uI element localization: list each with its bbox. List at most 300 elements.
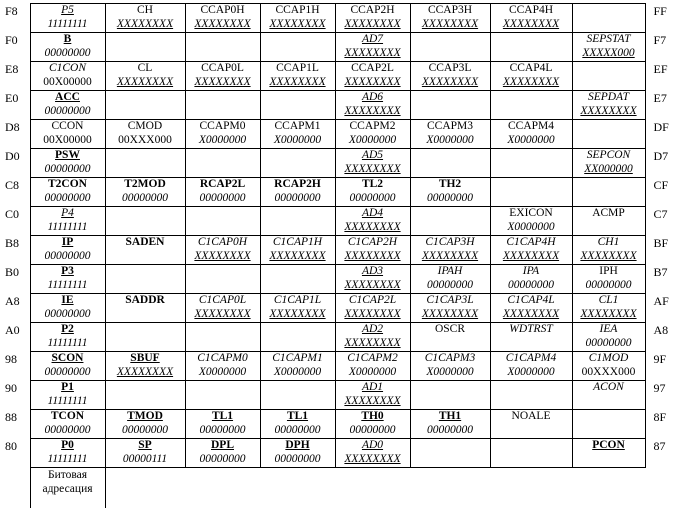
register-name: TCON: [31, 410, 105, 424]
register-reset-value: XXXXXXXX: [411, 250, 490, 264]
register-reset-value: XXXXXXXX: [336, 105, 410, 119]
register-reset-value: XXXXXXXX: [336, 18, 410, 32]
register-reset-value: 00XXX000: [573, 366, 645, 380]
register-name: SP: [106, 439, 185, 453]
sfr-cell-ccap4h: [490, 4, 572, 33]
row-address-right: CF: [645, 178, 680, 207]
sfr-map-page: [0, 3, 680, 504]
sfr-cell-noale: [490, 410, 572, 439]
row-address-left: E0: [0, 91, 30, 120]
register-reset-value: XXXXXXXX: [106, 366, 185, 380]
sfr-cell-ccapm1: [260, 120, 335, 149]
sfr-cell-dph: [260, 439, 335, 468]
sfr-cell-c1cap4h: [490, 236, 572, 265]
sfr-cell-empty: [490, 91, 572, 120]
register-name: TMOD: [106, 410, 185, 424]
register-name: C1CAP0L: [186, 294, 260, 308]
register-reset-value: 00X00000: [31, 134, 105, 148]
register-reset-value: XXXXXXXX: [336, 163, 410, 177]
sfr-cell-p5: [30, 4, 105, 33]
sfr-cell-acc: [30, 91, 105, 120]
sfr-cell-tcon: [30, 410, 105, 439]
sfr-cell-ch1: [572, 236, 645, 265]
sfr-cell-empty: [490, 439, 572, 468]
register-name: SADDR: [106, 294, 185, 308]
register-name: AD7: [336, 33, 410, 47]
register-name: TH0: [336, 410, 410, 424]
register-name: CCAP4L: [491, 62, 572, 76]
register-name: CCAP1L: [261, 62, 335, 76]
register-name: SEPDAT: [573, 91, 645, 105]
sfr-cell-p3: [30, 265, 105, 294]
sfr-cell-ipah: [410, 265, 490, 294]
sfr-cell-empty: [185, 91, 260, 120]
sfr-cell-ccap3l: [410, 62, 490, 91]
bit-addressing-note-line2: адресация: [31, 482, 105, 496]
sfr-cell-c1cap2h: [335, 236, 410, 265]
register-name: IE: [31, 294, 105, 308]
register-reset-value: X0000000: [411, 134, 490, 148]
row-address-left: C8: [0, 178, 30, 207]
sfr-cell-empty: [410, 149, 490, 178]
sfr-cell-c1cap1l: [260, 294, 335, 323]
register-reset-value: 11111111: [31, 395, 105, 409]
sfr-cell-ad5: [335, 149, 410, 178]
register-name: CCAP4H: [491, 4, 572, 18]
register-name: SEPSTAT: [573, 33, 645, 47]
sfr-cell-scon: [30, 352, 105, 381]
register-name: C1CAPM3: [411, 352, 490, 366]
register-name: RCAP2L: [186, 178, 260, 192]
sfr-cell-wdtrst: [490, 323, 572, 352]
row-address-left: C0: [0, 207, 30, 236]
sfr-cell-p2: [30, 323, 105, 352]
sfr-row: [0, 265, 680, 294]
sfr-cell-empty: [185, 381, 260, 410]
register-reset-value: XXXXXXXX: [336, 76, 410, 90]
sfr-row: [0, 439, 680, 468]
register-name: AD4: [336, 207, 410, 221]
sfr-cell-sepdat: [572, 91, 645, 120]
register-reset-value: 00000000: [261, 192, 335, 206]
register-name: C1CAP0H: [186, 236, 260, 250]
register-name: WDTRST: [491, 323, 572, 337]
sfr-row: [0, 381, 680, 410]
sfr-cell-tl2: [335, 178, 410, 207]
sfr-cell-pcon: [572, 439, 645, 468]
register-name: AD5: [336, 149, 410, 163]
register-reset-value: 00000000: [411, 424, 490, 438]
register-name: CCAP0H: [186, 4, 260, 18]
register-name: DPL: [186, 439, 260, 453]
register-name: TH1: [411, 410, 490, 424]
sfr-cell-c1cap3l: [410, 294, 490, 323]
register-reset-value: 00000000: [106, 192, 185, 206]
sfr-cell-c1capm1: [260, 352, 335, 381]
row-address-right: EF: [645, 62, 680, 91]
register-name: C1CAP1L: [261, 294, 335, 308]
sfr-cell-ch: [105, 4, 185, 33]
sfr-cell-empty: [260, 381, 335, 410]
row-address-right: FF: [645, 4, 680, 33]
sfr-cell-ad3: [335, 265, 410, 294]
sfr-cell-c1cap0h: [185, 236, 260, 265]
sfr-cell-c1capm4: [490, 352, 572, 381]
register-name: AD3: [336, 265, 410, 279]
register-reset-value: 11111111: [31, 18, 105, 32]
register-name: C1CON: [31, 62, 105, 76]
register-reset-value: 00000000: [411, 192, 490, 206]
sfr-cell-saden: [105, 236, 185, 265]
register-reset-value: 00000000: [336, 192, 410, 206]
register-name: P4: [31, 207, 105, 221]
sfr-cell-b: [30, 33, 105, 62]
register-name: IEA: [573, 323, 645, 337]
sfr-cell-th0: [335, 410, 410, 439]
register-name: CCAPM4: [491, 120, 572, 134]
register-reset-value: XXXXXXXX: [261, 308, 335, 322]
sfr-row: [0, 352, 680, 381]
sfr-cell-ccon: [30, 120, 105, 149]
row-address-left: A0: [0, 323, 30, 352]
register-name: C1MOD: [573, 352, 645, 366]
register-reset-value: X0000000: [491, 134, 572, 148]
register-reset-value: 11111111: [31, 221, 105, 235]
register-reset-value: X0000000: [261, 366, 335, 380]
register-reset-value: XXXXXXXX: [491, 76, 572, 90]
sfr-cell-ccap1l: [260, 62, 335, 91]
register-name: ACC: [31, 91, 105, 105]
bit-addressing-note-line1: Битовая: [31, 468, 105, 482]
sfr-cell-empty: [105, 149, 185, 178]
sfr-cell-ccap4l: [490, 62, 572, 91]
sfr-cell-empty: [105, 91, 185, 120]
register-reset-value: XXXXXXXX: [106, 76, 185, 90]
sfr-cell-empty: [572, 410, 645, 439]
register-reset-value: 00000000: [261, 453, 335, 467]
register-reset-value: XX000000: [573, 163, 645, 177]
register-name: AD6: [336, 91, 410, 105]
sfr-cell-ccap0h: [185, 4, 260, 33]
register-reset-value: 11111111: [31, 453, 105, 467]
sfr-cell-tl1: [185, 410, 260, 439]
register-reset-value: XXXXXXXX: [186, 76, 260, 90]
sfr-row: [0, 33, 680, 62]
sfr-cell-cl1: [572, 294, 645, 323]
register-name: C1CAP3L: [411, 294, 490, 308]
register-name: IPA: [491, 265, 572, 279]
register-name: ACMP: [573, 207, 645, 221]
register-reset-value: X0000000: [491, 366, 572, 380]
sfr-cell-c1cap2l: [335, 294, 410, 323]
register-reset-value: 11111111: [31, 279, 105, 293]
row-address-left: 88: [0, 410, 30, 439]
sfr-cell-p0: [30, 439, 105, 468]
row-address-left: D0: [0, 149, 30, 178]
register-name: C1CAP4H: [491, 236, 572, 250]
row-address-right: 8F: [645, 410, 680, 439]
row-address-right: A8: [645, 323, 680, 352]
sfr-cell-sbuf: [105, 352, 185, 381]
sfr-cell-ccap2h: [335, 4, 410, 33]
register-name: P1: [31, 381, 105, 395]
sfr-cell-empty: [572, 120, 645, 149]
register-reset-value: 00000000: [186, 453, 260, 467]
sfr-cell-c1mod: [572, 352, 645, 381]
sfr-cell-ccap1h: [260, 4, 335, 33]
register-name: CCAP3H: [411, 4, 490, 18]
sfr-cell-empty: [260, 91, 335, 120]
register-reset-value: X0000000: [411, 366, 490, 380]
register-reset-value: 00X00000: [31, 76, 105, 90]
sfr-cell-ccap2l: [335, 62, 410, 91]
sfr-cell-ccapm0: [185, 120, 260, 149]
register-name: AD0: [336, 439, 410, 453]
sfr-cell-empty: [185, 323, 260, 352]
row-address-right: 9F: [645, 352, 680, 381]
sfr-cell-ccapm3: [410, 120, 490, 149]
sfr-cell-ccapm2: [335, 120, 410, 149]
sfr-cell-p1: [30, 381, 105, 410]
row-address-right: 97: [645, 381, 680, 410]
register-name: PSW: [31, 149, 105, 163]
sfr-cell-cmod: [105, 120, 185, 149]
register-reset-value: XXXXXXXX: [573, 308, 645, 322]
register-name: C1CAPM4: [491, 352, 572, 366]
register-reset-value: XXXXXXXX: [261, 250, 335, 264]
register-name: CL: [106, 62, 185, 76]
register-name: ACON: [573, 381, 645, 395]
register-reset-value: 00000000: [186, 424, 260, 438]
sfr-cell-empty: [185, 149, 260, 178]
register-reset-value: 00000000: [31, 366, 105, 380]
register-name: T2CON: [31, 178, 105, 192]
register-name: C1CAP4L: [491, 294, 572, 308]
register-reset-value: 00000000: [106, 424, 185, 438]
sfr-cell-ccapm4: [490, 120, 572, 149]
register-reset-value: 00XXX000: [106, 134, 185, 148]
sfr-cell-c1capm0: [185, 352, 260, 381]
register-name: CCAPM3: [411, 120, 490, 134]
row-address-right: F7: [645, 33, 680, 62]
row-address-right: E7: [645, 91, 680, 120]
sfr-cell-ad0: [335, 439, 410, 468]
register-reset-value: 00000000: [573, 279, 645, 293]
register-name: CH1: [573, 236, 645, 250]
register-name: P5: [31, 4, 105, 18]
row-address-left: F8: [0, 4, 30, 33]
register-reset-value: 00000000: [31, 250, 105, 264]
sfr-row: [0, 410, 680, 439]
sfr-cell-ccap3h: [410, 4, 490, 33]
sfr-cell-rcap2h: [260, 178, 335, 207]
sfr-cell-empty: [185, 265, 260, 294]
register-name: CCAPM1: [261, 120, 335, 134]
sfr-cell-empty: [572, 62, 645, 91]
register-name: AD1: [336, 381, 410, 395]
row-address-left: F0: [0, 33, 30, 62]
sfr-cell-empty: [410, 207, 490, 236]
register-name: C1CAPM2: [336, 352, 410, 366]
sfr-cell-empty: [572, 178, 645, 207]
register-reset-value: XXXXXXXX: [336, 47, 410, 61]
register-reset-value: 11111111: [31, 337, 105, 351]
register-reset-value: 00000000: [336, 424, 410, 438]
register-reset-value: X0000000: [491, 221, 572, 235]
sfr-cell-ad1: [335, 381, 410, 410]
sfr-cell-empty: [410, 33, 490, 62]
register-reset-value: X0000000: [336, 366, 410, 380]
register-name: SADEN: [106, 236, 185, 250]
row-address-left: 90: [0, 381, 30, 410]
register-reset-value: X0000000: [336, 134, 410, 148]
sfr-cell-dpl: [185, 439, 260, 468]
sfr-cell-oscr: [410, 323, 490, 352]
register-reset-value: X0000000: [261, 134, 335, 148]
sfr-cell-th2: [410, 178, 490, 207]
sfr-cell-tmod: [105, 410, 185, 439]
register-reset-value: XXXXXXXX: [491, 308, 572, 322]
register-reset-value: XXXXXXXX: [261, 76, 335, 90]
register-name: CCAP0L: [186, 62, 260, 76]
sfr-cell-c1cap3h: [410, 236, 490, 265]
register-reset-value: 00000000: [31, 424, 105, 438]
register-reset-value: XXXXXXXX: [336, 395, 410, 409]
register-name: C1CAP2H: [336, 236, 410, 250]
register-name: RCAP2H: [261, 178, 335, 192]
register-name: SBUF: [106, 352, 185, 366]
register-reset-value: XXXXXXXX: [491, 250, 572, 264]
register-name: NOALE: [491, 410, 572, 424]
sfr-cell-ccap0l: [185, 62, 260, 91]
register-name: CCAPM0: [186, 120, 260, 134]
register-reset-value: XXXXXXXX: [261, 18, 335, 32]
row-address-right: BF: [645, 236, 680, 265]
register-reset-value: 00000000: [411, 279, 490, 293]
sfr-cell-empty: [105, 207, 185, 236]
sfr-cell-ipa: [490, 265, 572, 294]
sfr-row: [0, 207, 680, 236]
row-address-right: 87: [645, 439, 680, 468]
register-reset-value: 00000000: [31, 308, 105, 322]
sfr-row: [0, 91, 680, 120]
sfr-cell-c1cap4l: [490, 294, 572, 323]
sfr-cell-sepcon: [572, 149, 645, 178]
register-name: P3: [31, 265, 105, 279]
register-name: TH2: [411, 178, 490, 192]
register-reset-value: XXXXXXXX: [336, 453, 410, 467]
register-name: TL2: [336, 178, 410, 192]
register-name: PCON: [573, 439, 645, 453]
sfr-cell-sepstat: [572, 33, 645, 62]
sfr-row: [0, 120, 680, 149]
register-reset-value: XXXXXXXX: [106, 18, 185, 32]
sfr-cell-t2mod: [105, 178, 185, 207]
sfr-cell-empty: [105, 381, 185, 410]
register-reset-value: XXXXXXXX: [186, 308, 260, 322]
spacer: [105, 468, 680, 508]
sfr-cell-ad6: [335, 91, 410, 120]
register-name: T2MOD: [106, 178, 185, 192]
sfr-cell-th1: [410, 410, 490, 439]
register-reset-value: XXXXXXXX: [186, 250, 260, 264]
register-name: IP: [31, 236, 105, 250]
row-address-left: E8: [0, 62, 30, 91]
register-reset-value: 00000111: [106, 453, 185, 467]
sfr-cell-empty: [490, 33, 572, 62]
register-name: B: [31, 33, 105, 47]
register-name: C1CAPM1: [261, 352, 335, 366]
register-reset-value: XXXXXXXX: [491, 18, 572, 32]
sfr-cell-c1cap0l: [185, 294, 260, 323]
sfr-cell-c1con: [30, 62, 105, 91]
sfr-cell-t2con: [30, 178, 105, 207]
sfr-row: [0, 178, 680, 207]
sfr-cell-ad2: [335, 323, 410, 352]
register-name: P2: [31, 323, 105, 337]
row-address-right: B7: [645, 265, 680, 294]
register-name: CCAP3L: [411, 62, 490, 76]
register-name: CMOD: [106, 120, 185, 134]
row-address-left: A8: [0, 294, 30, 323]
register-name: C1CAP3H: [411, 236, 490, 250]
register-name: CL1: [573, 294, 645, 308]
register-name: CCAPM2: [336, 120, 410, 134]
sfr-cell-c1capm2: [335, 352, 410, 381]
register-reset-value: XXXXXXXX: [573, 105, 645, 119]
sfr-cell-empty: [410, 381, 490, 410]
sfr-cell-empty: [185, 33, 260, 62]
register-name: C1CAP1H: [261, 236, 335, 250]
sfr-cell-cl: [105, 62, 185, 91]
row-address-right: AF: [645, 294, 680, 323]
sfr-row: [0, 294, 680, 323]
row-address-right: DF: [645, 120, 680, 149]
sfr-cell-ad4: [335, 207, 410, 236]
register-name: DPH: [261, 439, 335, 453]
register-name: CCAP2L: [336, 62, 410, 76]
sfr-row: [0, 236, 680, 265]
row-address-left: D8: [0, 120, 30, 149]
sfr-cell-empty: [260, 33, 335, 62]
register-reset-value: XXXXXXXX: [186, 18, 260, 32]
register-reset-value: 00000000: [31, 192, 105, 206]
register-reset-value: 00000000: [186, 192, 260, 206]
sfr-cell-empty: [105, 265, 185, 294]
register-name: AD2: [336, 323, 410, 337]
sfr-cell-empty: [410, 91, 490, 120]
sfr-cell-psw: [30, 149, 105, 178]
sfr-cell-sp: [105, 439, 185, 468]
sfr-row: [0, 62, 680, 91]
register-name: SCON: [31, 352, 105, 366]
sfr-cell-empty: [260, 149, 335, 178]
sfr-cell-acmp: [572, 207, 645, 236]
sfr-cell-iph: [572, 265, 645, 294]
register-reset-value: XXXXXXXX: [573, 250, 645, 264]
sfr-cell-ad7: [335, 33, 410, 62]
sfr-cell-exicon: [490, 207, 572, 236]
sfr-cell-acon: [572, 381, 645, 410]
sfr-cell-rcap2l: [185, 178, 260, 207]
sfr-cell-empty: [105, 33, 185, 62]
register-name: CCON: [31, 120, 105, 134]
register-reset-value: XXXXXXXX: [411, 76, 490, 90]
register-name: EXICON: [491, 207, 572, 221]
sfr-cell-empty: [260, 323, 335, 352]
register-reset-value: 00000000: [31, 47, 105, 61]
sfr-cell-empty: [490, 178, 572, 207]
